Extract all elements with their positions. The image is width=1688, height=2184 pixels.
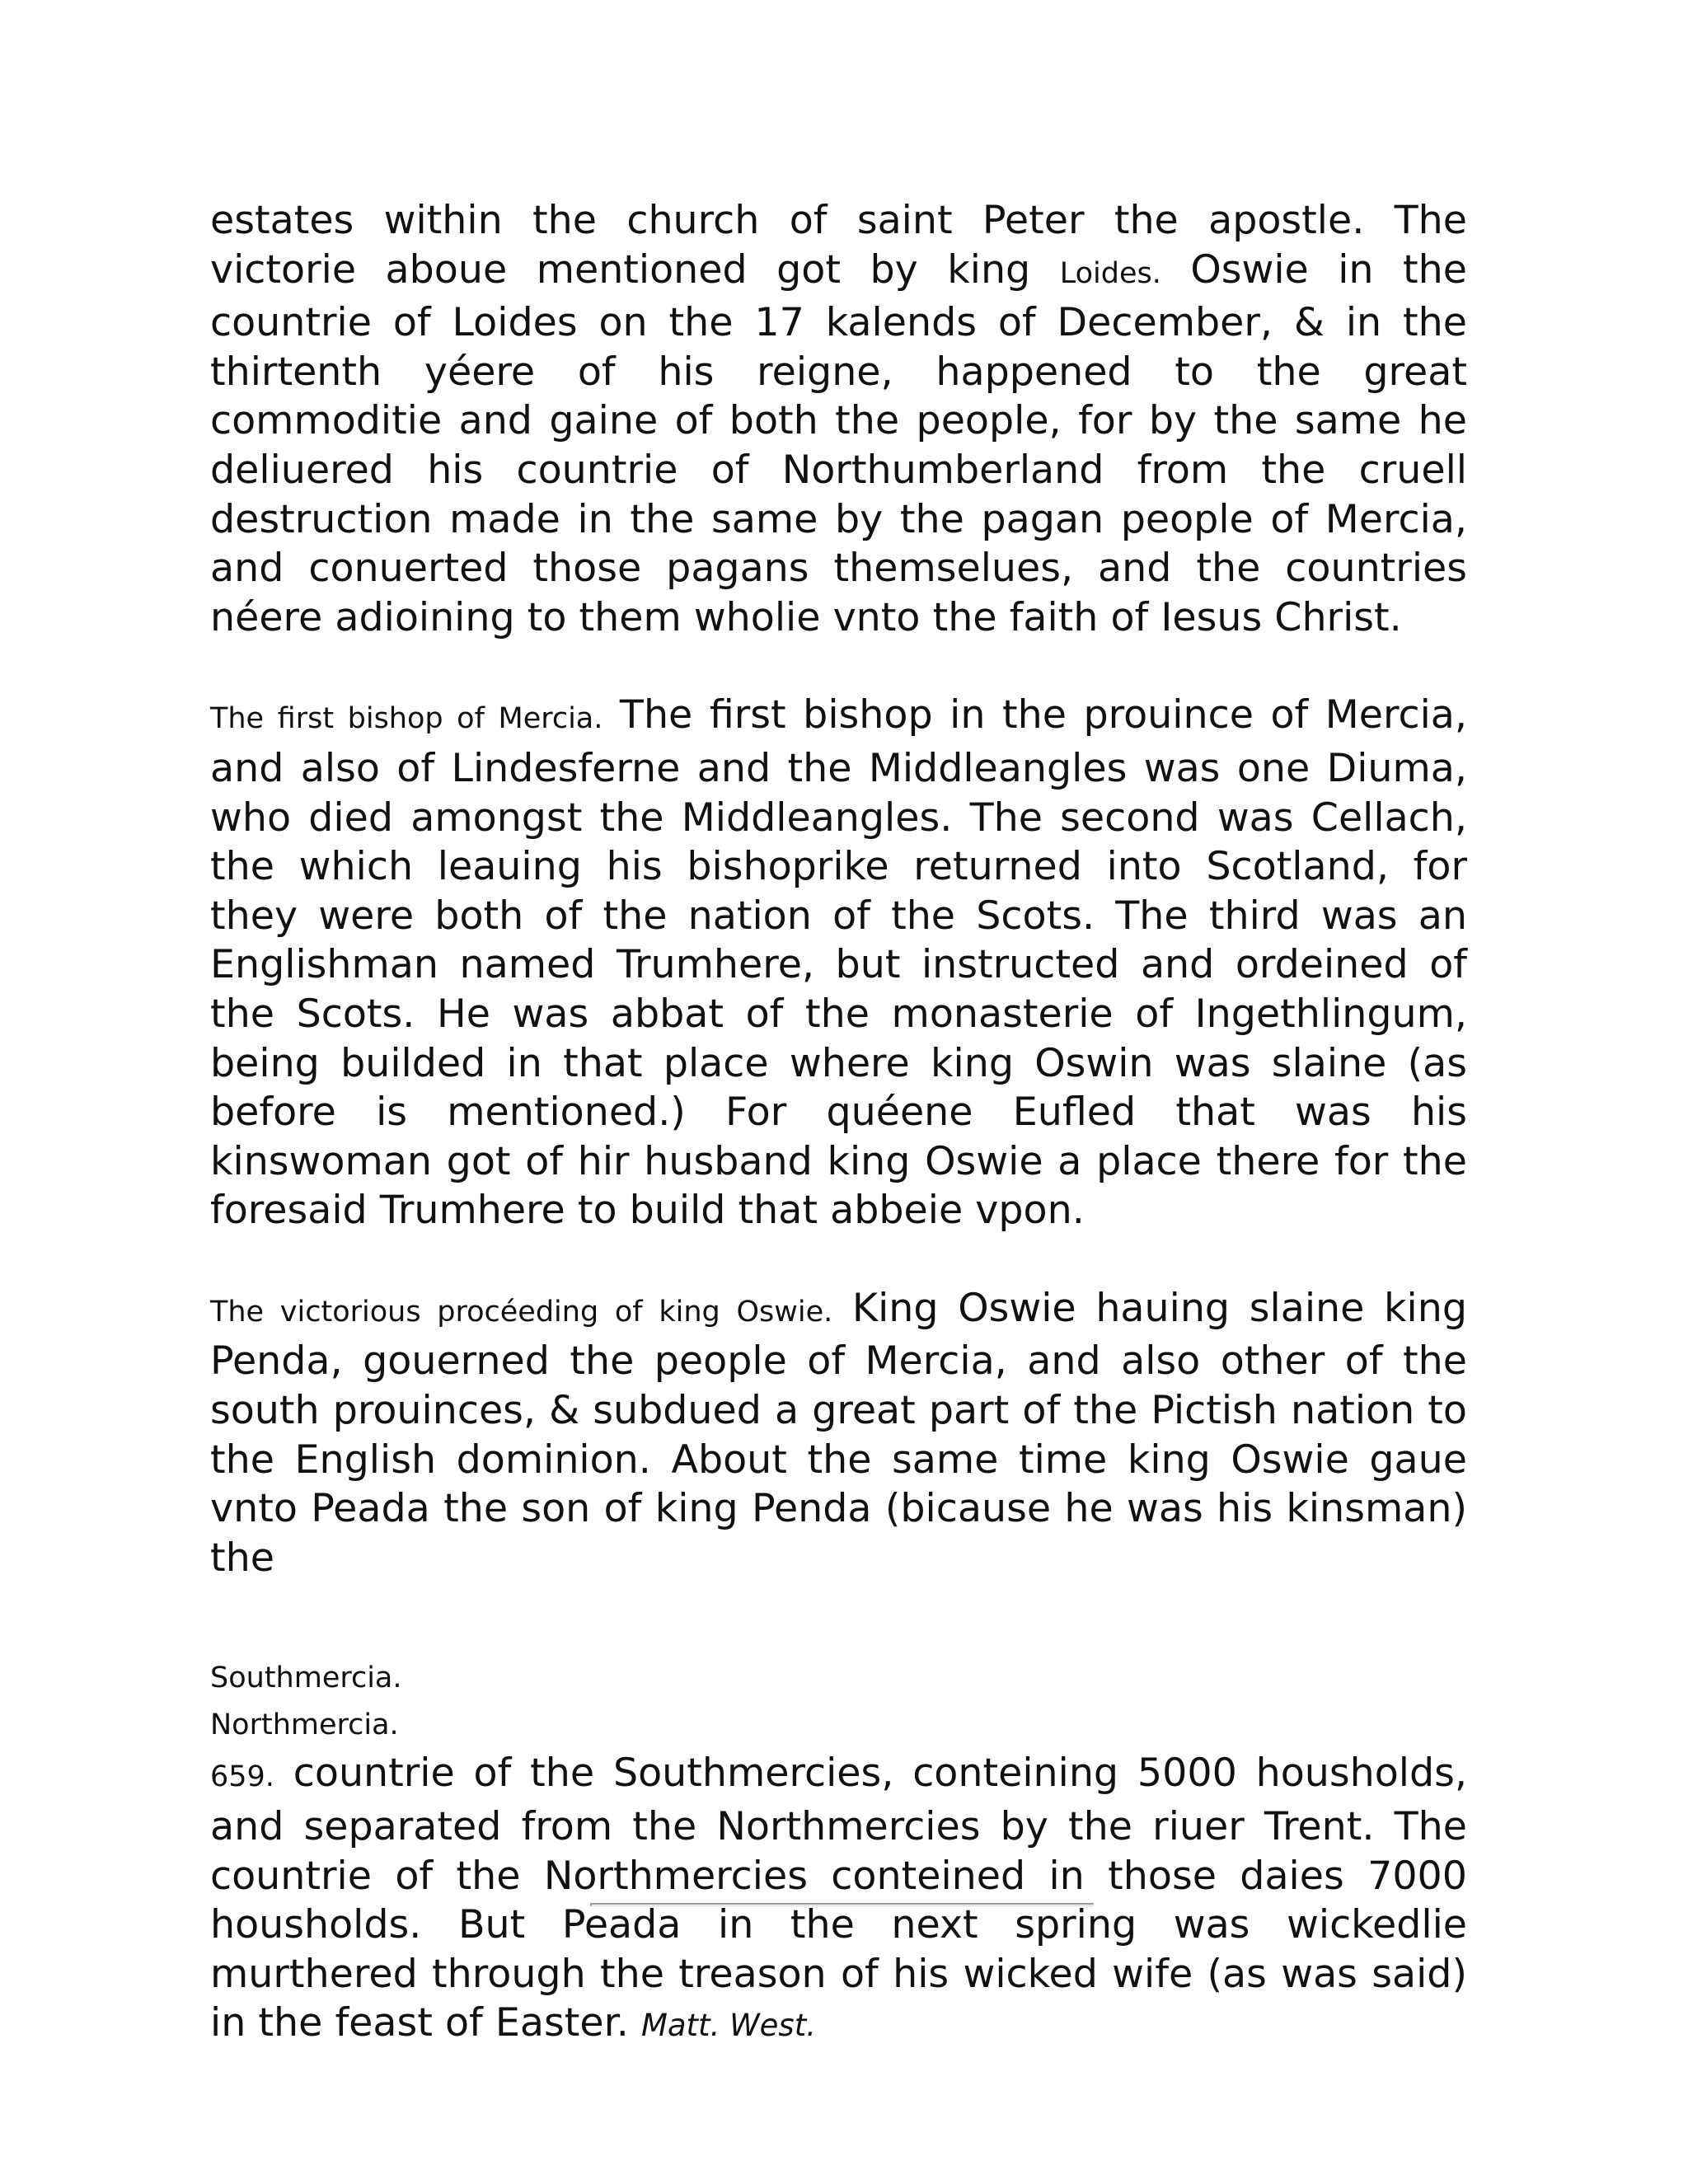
paragraph-2-text: The first bishop in the prouince of Mercia, and also of Lindesferne and the Middleangles was one Diuma, who died amongst the Middleangles. The second was Cellach, the which leauing his bishoprike returned into Scotland, for they were both of the nation of the Scots. The third was an Englishman named Trumhere, but instructed and ordeined of the Scots. He was abbat of the monasterie of Ingethlingum, being builded in that place where king Oswin was slaine (as before is mentioned.) For quéene Eufled that was his kinswoman got of hir husband king Oswie a place there for the foresaid Trumhere to build that abbeie vpon.: [210, 692, 1468, 1234]
citation-matt-west: Matt. West.: [640, 2008, 816, 2044]
paragraph-4-text: countrie of the Southmercies, conteining 5000 housholds, and separated from the Northmercies by the riuer Trent. The countrie of the Northmercies conteined in those daies 7000 housholds. But Peada in the next spring was wickedlie murthered through the treason of his wicked wife (as was said) in the feast of Easter.: [210, 1750, 1467, 2046]
margin-note-loides: Loides.: [1059, 256, 1161, 290]
paragraph-2: [210, 691, 1467, 1235]
paragraph-1-text-a: estates within the church of saint Peter the apostle. The victorie aboue mentioned got by king: [210, 198, 1467, 293]
margin-note-year: 659.: [210, 1760, 274, 1794]
paragraph-3-text: King Oswie hauing slaine king Penda, gouerned the people of Mercia, and also other of the south prouinces, & subdued a great part of the Pictish nation to the English dominion. About the same time king Oswie gaue vnto Peada the son of king Penda (bicause he was his kinsman) the: [210, 1285, 1467, 1581]
paragraph-1: [210, 196, 1467, 642]
margin-note-victorious: The victorious procéeding of king Oswie.: [210, 1295, 833, 1329]
margin-note-first-bishop: The first bishop of Mercia.: [210, 702, 603, 736]
margin-note-northmercia: Northmercia.: [210, 1708, 399, 1742]
margin-note-southmercia: Southmercia.: [210, 1661, 402, 1695]
paragraph-3: [210, 1284, 1467, 1583]
margin-notes: [210, 1655, 1467, 1749]
paragraph-4: [210, 1749, 1467, 2050]
paragraph-1-text-b: Oswie in the countrie of Loides on the 17 kalends of December, & in the thirtenth yéere of his reigne, happened to the great commoditie and gaine of both the people, for by the same he deliuered his countrie of Northumberland from the cruell destruction made in the same by the pagan people of Mercia, and conuerted those pagans themselues, and the countries néere adioining to them wholie vnto the faith of Iesus Christ.: [210, 246, 1467, 640]
section-divider: [590, 1903, 1094, 1906]
page-body: [210, 196, 1467, 2050]
